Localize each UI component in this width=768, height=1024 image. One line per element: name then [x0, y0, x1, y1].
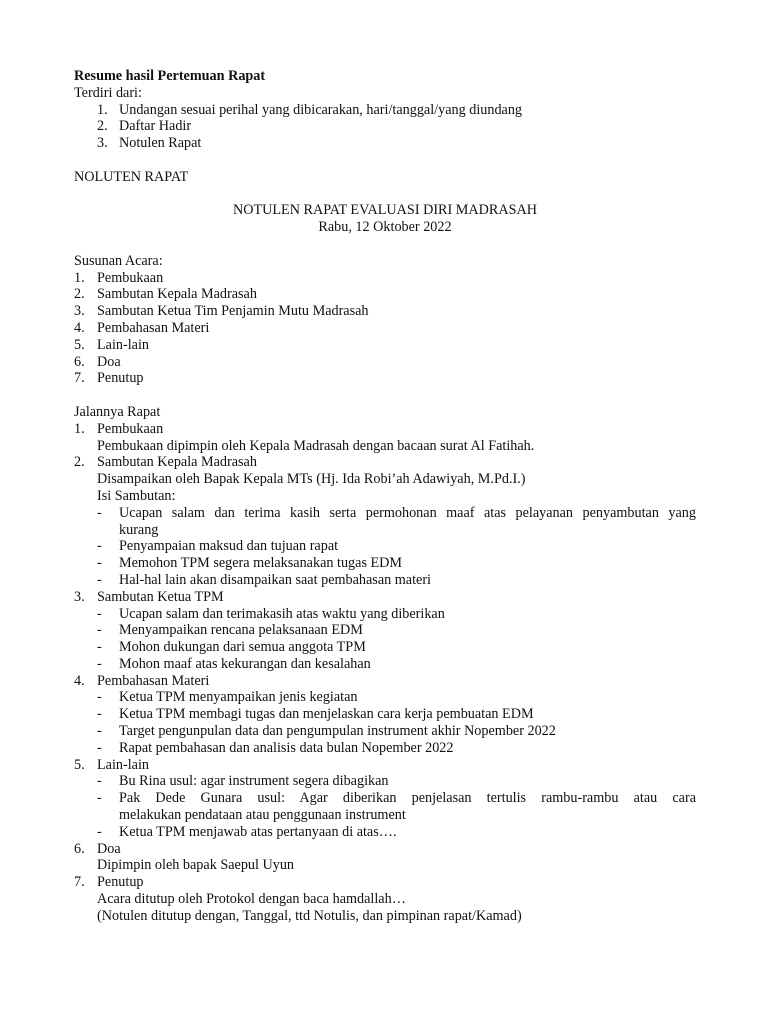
- bullet-dash: -: [97, 622, 102, 639]
- section-title: Sambutan Ketua TPM: [97, 588, 224, 605]
- section-title: Pembukaan: [97, 420, 164, 437]
- section-text: Pembukaan dipimpin oleh Kepala Madrasah dengan bacaan surat Al Fatihah.: [97, 437, 535, 454]
- proceedings-title: Jalannya Rapat: [74, 403, 161, 420]
- bullet-text: Ketua TPM menyampaikan jenis kegiatan: [119, 689, 358, 706]
- section-number: 2.: [74, 454, 85, 471]
- list-item: [74, 118, 696, 135]
- list-text: Penutup: [97, 370, 144, 387]
- meeting-date: Rabu, 12 Oktober 2022: [318, 219, 452, 236]
- section-number: 1.: [74, 420, 85, 437]
- bullet-dash: -: [97, 706, 102, 723]
- bullet-text: Bu Rina usul: agar instrument segera dibagikan: [119, 773, 389, 790]
- section-number: 4.: [74, 672, 85, 689]
- list-item: [74, 135, 696, 152]
- bullet-text: Menyampaikan rencana pelaksanaan EDM: [119, 622, 363, 639]
- list-number: 3.: [97, 135, 108, 152]
- section-heading: [74, 421, 696, 438]
- bullet-item: [74, 706, 696, 723]
- bullet-text: Ketua TPM menjawab atas pertanyaan di atas….: [119, 823, 397, 840]
- list-text: Pembukaan: [97, 269, 164, 286]
- list-text: Doa: [97, 353, 121, 370]
- bullet-item: [74, 538, 696, 555]
- list-number: 7.: [74, 370, 85, 387]
- section-number: 7.: [74, 874, 85, 891]
- list-text: Lain-lain: [97, 336, 149, 353]
- bullet-text: Target pengunpulan data dan pengumpulan instrument akhir Nopember 2022: [119, 723, 556, 740]
- bullet-text: Penyampaian maksud dan tujuan rapat: [119, 538, 339, 555]
- section-text: Dipimpin oleh bapak Saepul Uyun: [97, 857, 295, 874]
- bullet-text: Ucapan salam dan terimakasih atas waktu yang diberikan: [119, 605, 445, 622]
- bullet-item: [74, 555, 696, 572]
- bullet-dash: -: [97, 773, 102, 790]
- list-number: 4.: [74, 319, 85, 336]
- section-heading: [74, 673, 696, 690]
- list-item: [74, 102, 696, 119]
- bullet-item: [74, 606, 696, 623]
- list-item: [74, 370, 696, 387]
- list-text: Notulen Rapat: [119, 135, 202, 152]
- bullet-item: [74, 622, 696, 639]
- section-heading: [74, 874, 696, 891]
- list-number: 2.: [97, 118, 108, 135]
- list-text: Daftar Hadir: [119, 118, 192, 135]
- intro-text: Terdiri dari:: [74, 84, 142, 101]
- document-heading: NOTULEN RAPAT EVALUASI DIRI MADRASAH: [232, 202, 537, 219]
- bullet-text: Memohon TPM segera melaksanakan tugas EDM: [119, 555, 403, 572]
- bullet-item: [74, 740, 696, 757]
- list-number: 5.: [74, 336, 85, 353]
- bullet-dash: -: [97, 823, 102, 840]
- bullet-text: Mohon dukungan dari semua anggota TPM: [119, 639, 366, 656]
- bullet-text: Ucapan salam dan terima kasih serta permohonan maaf atas pelayanan penyambutan yang: [119, 504, 696, 521]
- bullet-dash: -: [97, 639, 102, 656]
- section-heading: [74, 589, 696, 606]
- section-title: Doa: [97, 840, 121, 857]
- section-heading: [74, 841, 696, 858]
- bullet-item: [74, 689, 696, 706]
- section-title: Sambutan Kepala Madrasah: [97, 454, 257, 471]
- bullet-item: [74, 723, 696, 740]
- bullet-dash: -: [97, 739, 102, 756]
- list-item: [74, 286, 696, 303]
- agenda-list: [74, 270, 696, 388]
- bullet-dash: -: [97, 571, 102, 588]
- list-number: 6.: [74, 353, 85, 370]
- bullet-item: [74, 824, 696, 841]
- bullet-dash: -: [97, 790, 102, 807]
- bullet-dash: -: [97, 605, 102, 622]
- section-heading: [74, 757, 696, 774]
- bullet-dash: -: [97, 504, 102, 521]
- list-item: [74, 337, 696, 354]
- list-item: [74, 303, 696, 320]
- bullet-dash: -: [97, 723, 102, 740]
- section-text: Disampaikan oleh Bapak Kepala MTs (Hj. Ida Robi’ah Adawiyah, M.Pd.I.): [97, 471, 526, 488]
- bullet-text: Hal-hal lain akan disampaikan saat pembahasan materi: [119, 571, 432, 588]
- section-number: 6.: [74, 840, 85, 857]
- list-item: [74, 270, 696, 287]
- section-heading: [74, 454, 696, 471]
- list-text: Sambutan Kepala Madrasah: [97, 286, 257, 303]
- section-text: Acara ditutup oleh Protokol dengan baca hamdallah…: [97, 891, 406, 908]
- section-title: Penutup: [97, 874, 144, 891]
- document-page: [74, 68, 696, 925]
- document-title: Resume hasil Pertemuan Rapat: [74, 68, 266, 84]
- bullet-continuation: kurang: [119, 521, 159, 538]
- bullet-text: Mohon maaf atas kekurangan dan kesalahan: [119, 655, 371, 672]
- bullet-item: [74, 505, 696, 522]
- list-number: 1.: [97, 101, 108, 118]
- bullet-item: [74, 790, 696, 807]
- bullet-dash: -: [97, 655, 102, 672]
- bullet-continuation: melakukan pendataan atau penggunaan instrument: [119, 807, 406, 824]
- list-text: Sambutan Ketua Tim Penjamin Mutu Madrasah: [97, 303, 369, 320]
- list-item: [74, 320, 696, 337]
- bullet-dash: -: [97, 538, 102, 555]
- list-text: Pembahasan Materi: [97, 319, 210, 336]
- list-number: 2.: [74, 286, 85, 303]
- section-text: (Notulen ditutup dengan, Tanggal, ttd Notulis, dan pimpinan rapat/Kamad): [97, 907, 522, 924]
- bullet-text: Pak Dede Gunara usul: Agar diberikan penjelasan tertulis rambu-rambu atau cara: [119, 790, 696, 807]
- bullet-item: [74, 639, 696, 656]
- bullet-text: Ketua TPM membagi tugas dan menjelaskan cara kerja pembuatan EDM: [119, 706, 534, 723]
- bullet-item: [74, 656, 696, 673]
- section-number: 5.: [74, 756, 85, 773]
- bullet-dash: -: [97, 555, 102, 572]
- bullet-item: [74, 572, 696, 589]
- bullet-text: Rapat pembahasan dan analisis data bulan Nopember 2022: [119, 739, 454, 756]
- sub-title: Isi Sambutan:: [97, 487, 176, 504]
- section-label: NOLUTEN RAPAT: [74, 168, 189, 185]
- agenda-title: Susunan Acara:: [74, 252, 163, 269]
- section-title: Lain-lain: [97, 756, 149, 773]
- bullet-dash: -: [97, 689, 102, 706]
- list-number: 3.: [74, 303, 85, 320]
- section-title: Pembahasan Materi: [97, 672, 210, 689]
- section-number: 3.: [74, 588, 85, 605]
- list-text: Undangan sesuai perihal yang dibicarakan, hari/tanggal/yang diundang: [119, 101, 523, 118]
- list-item: [74, 354, 696, 371]
- bullet-item: [74, 773, 696, 790]
- list-number: 1.: [74, 269, 85, 286]
- intro-list: [74, 102, 696, 152]
